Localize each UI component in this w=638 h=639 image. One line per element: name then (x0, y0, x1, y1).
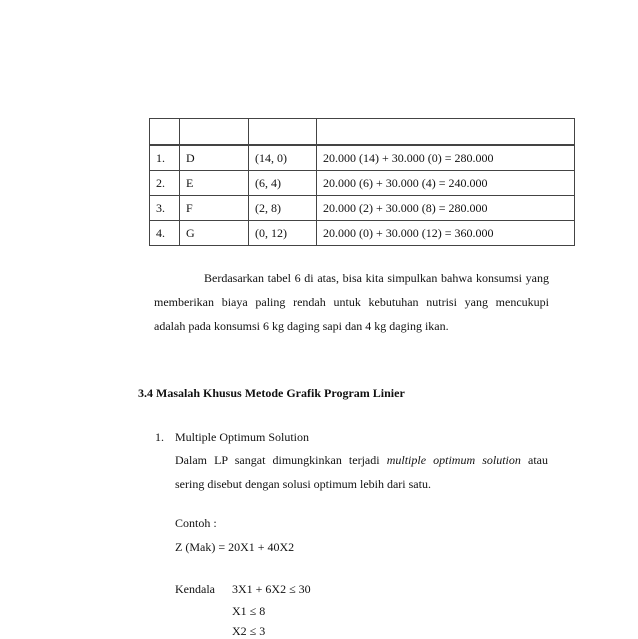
constraint-3: X2 ≤ 3 (232, 624, 266, 638)
description-line: sering disebut dengan solusi optimum lebih dari satu. (175, 477, 431, 491)
description-pre: Dalam LP sangat dimungkinkan terjadi (175, 453, 387, 467)
description-line (175, 448, 548, 472)
header-cell (150, 119, 180, 146)
list-title: Multiple Optimum Solution (175, 430, 310, 444)
header-cell (180, 119, 249, 146)
conclusion-paragraph (154, 266, 549, 338)
section-heading: 3.4 Masalah Khusus Metode Grafik Program Linier (138, 386, 405, 400)
results-table (149, 118, 575, 246)
list-description (175, 448, 548, 496)
row-coord: (2, 8) (249, 196, 317, 221)
row-calc: 20.000 (2) + 30.000 (8) = 280.000 (317, 196, 575, 221)
constraint-1: 3X1 + 6X2 ≤ 30 (232, 582, 311, 596)
description-emphasis: multiple optimum solution (386, 453, 521, 467)
row-calc: 20.000 (6) + 30.000 (4) = 240.000 (317, 171, 575, 196)
row-coord: (0, 12) (249, 221, 317, 246)
row-calc: 20.000 (0) + 30.000 (12) = 360.000 (317, 221, 575, 246)
row-number: 2. (150, 171, 180, 196)
description-post: atau (520, 453, 548, 467)
paragraph-line: Berdasarkan tabel 6 di atas, bisa kita simpulkan bahwa konsumsi yang (204, 271, 549, 285)
row-calc: 20.000 (14) + 30.000 (0) = 280.000 (317, 145, 575, 171)
row-point: E (180, 171, 249, 196)
row-point: F (180, 196, 249, 221)
row-number: 3. (150, 196, 180, 221)
constraint-2: X1 ≤ 8 (232, 604, 266, 618)
table-row (150, 171, 575, 196)
table-row (150, 145, 575, 171)
paragraph-line: adalah pada konsumsi 6 kg daging sapi dan 4 kg daging ikan. (154, 319, 449, 333)
header-cell (249, 119, 317, 146)
objective-function: Z (Mak) = 20X1 + 40X2 (175, 540, 295, 554)
row-point: D (180, 145, 249, 171)
table-row (150, 221, 575, 246)
row-number: 4. (150, 221, 180, 246)
row-coord: (14, 0) (249, 145, 317, 171)
example-label: Contoh : (175, 516, 217, 530)
header-cell (317, 119, 575, 146)
row-coord: (6, 4) (249, 171, 317, 196)
row-number: 1. (150, 145, 180, 171)
table-header-row (150, 119, 575, 146)
constraint-label: Kendala (175, 582, 215, 596)
table-row (150, 196, 575, 221)
list-number: 1. (155, 430, 164, 444)
row-point: G (180, 221, 249, 246)
paragraph-line: memberikan biaya paling rendah untuk kebutuhan nutrisi yang mencukupi (154, 295, 549, 309)
